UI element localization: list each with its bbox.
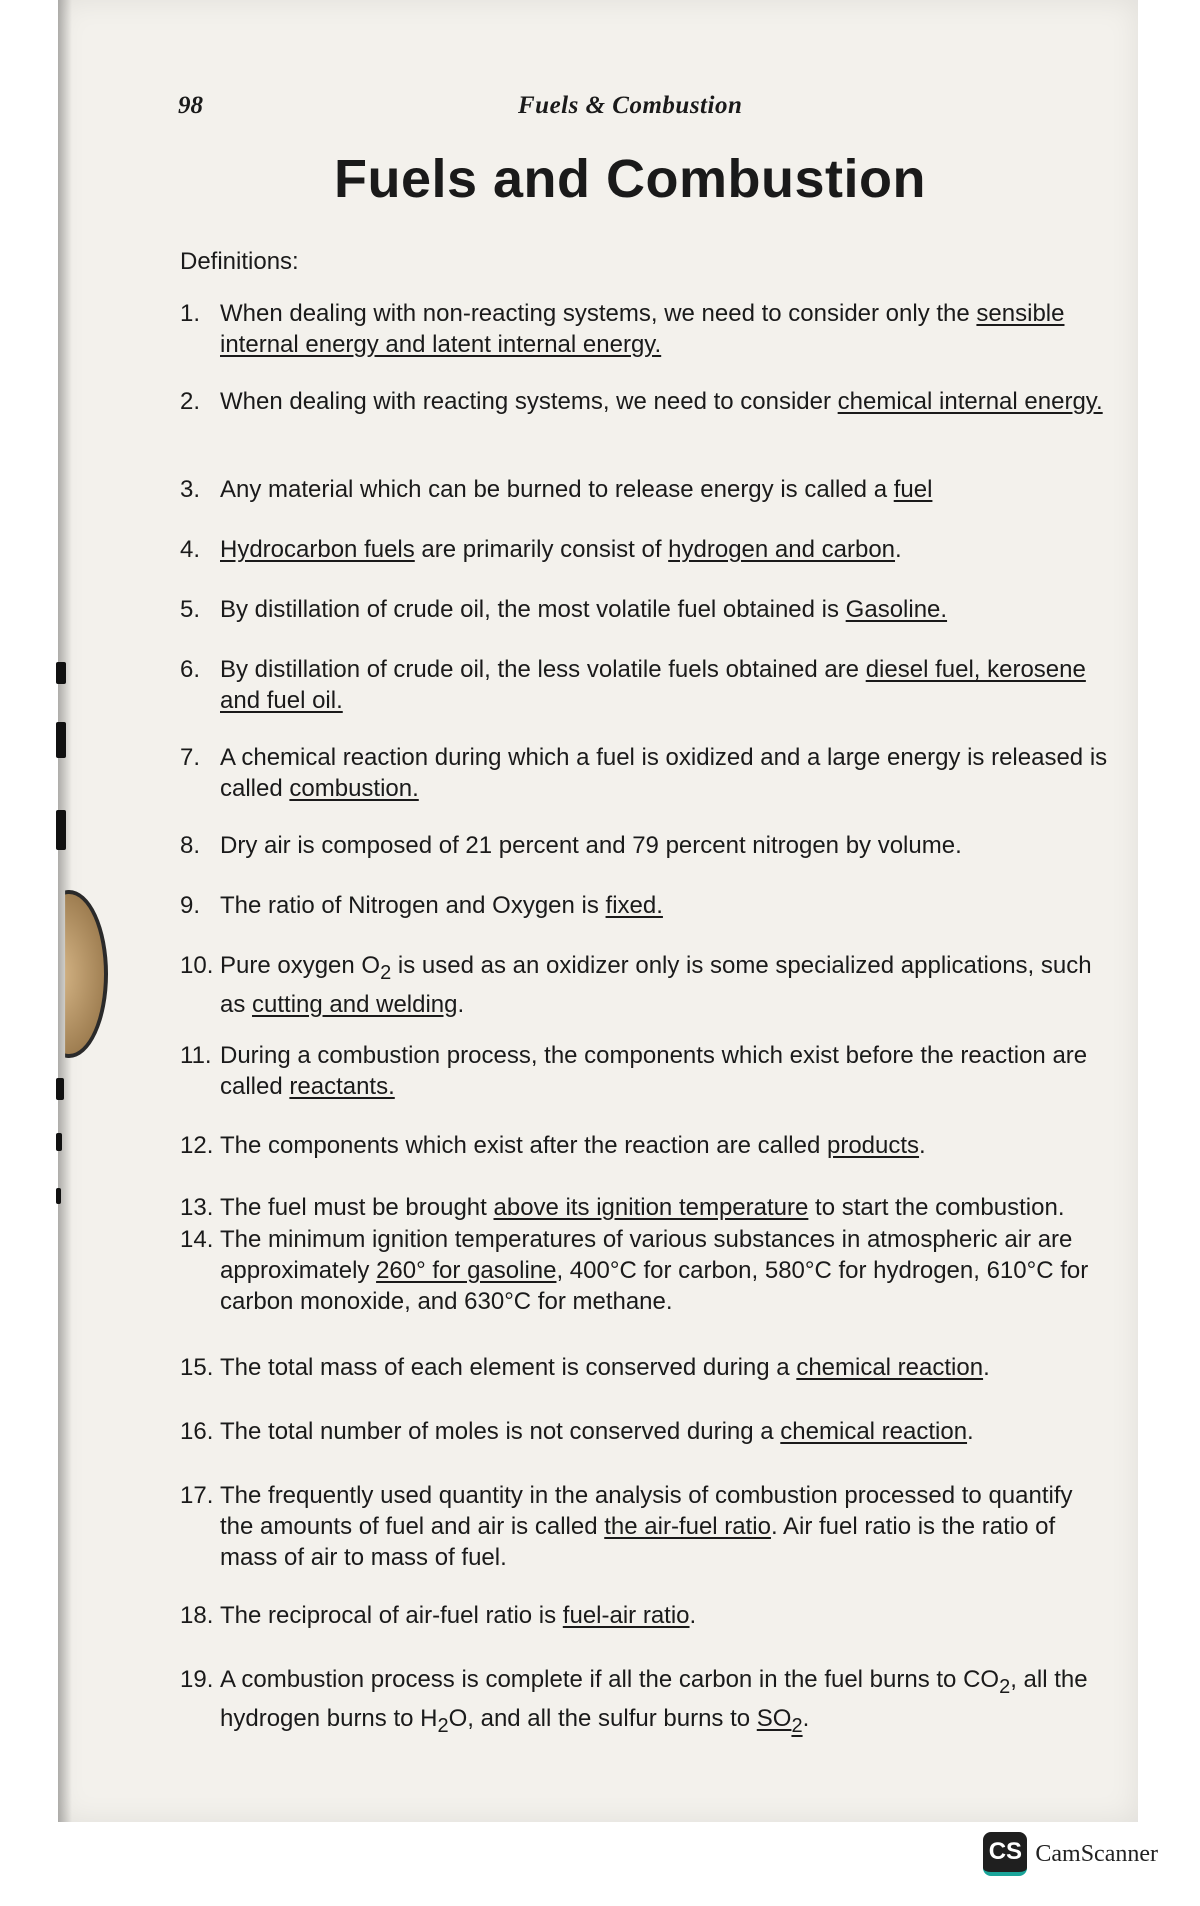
definition-text-run: When dealing with non-reacting systems, we need to consider only the [220, 300, 977, 327]
page-header [178, 92, 1058, 126]
definition-text-run: A combustion process is complete if all the carbon in the fuel burns to CO [220, 1666, 1000, 1693]
definition-text-run: 2 [380, 961, 392, 984]
definition-text-run: The total mass of each element is conserved during a [220, 1354, 797, 1381]
definition-item [180, 474, 1110, 505]
definition-text-run: During a combustion process, the components which exist before the reaction are called [220, 1042, 1088, 1100]
underlined-term: combustion. [289, 775, 419, 802]
underlined-term: reactants. [289, 1073, 395, 1100]
definition-text [220, 830, 1110, 861]
binder-ring-mark [56, 1133, 62, 1151]
definition-item [180, 1480, 1110, 1573]
definition-text-run: . [967, 1418, 974, 1445]
definition-item [180, 1600, 1110, 1631]
definition-text-run: Dry air is composed of 21 percent and 79 percent nitrogen by volume. [220, 832, 962, 859]
underlined-term: Hydrocarbon fuels [220, 536, 415, 563]
underlined-term: chemical internal energy. [837, 388, 1103, 415]
definition-text-run: The ratio of Nitrogen and Oxygen is [220, 892, 606, 919]
page-title: Fuels and Combustion [333, 149, 926, 209]
definition-text [220, 1040, 1110, 1102]
definition-number: 16. [180, 1418, 214, 1445]
binder-ring-mark [56, 662, 66, 684]
binder-ring-mark [56, 1078, 64, 1100]
underlined-term: chemical reaction [780, 1418, 968, 1445]
definition-text [220, 1416, 1110, 1447]
definition-text [220, 1130, 1110, 1161]
definition-text-run: . [689, 1602, 697, 1629]
definition-text-run: , all the hydrogen burns to H [220, 1666, 1088, 1732]
definition-text-run: O, and all the sulfur burns to [448, 1704, 757, 1732]
definition-number: 7. [180, 744, 201, 771]
definition-number: 18. [180, 1602, 214, 1629]
definition-number: 2. [180, 388, 201, 415]
definition-text-run: The frequently used quantity in the analysis of combustion processed to quantify the amounts of fuel and air is called [220, 1482, 1073, 1540]
page-number: 98 [178, 92, 203, 119]
definition-text [220, 298, 1110, 360]
definition-number: 13. [180, 1194, 214, 1221]
binder-ring-mark [56, 810, 66, 850]
definition-text-run: . [457, 990, 465, 1018]
definition-item [180, 1352, 1110, 1383]
definition-text-run: . [983, 1354, 990, 1381]
definition-item [180, 1192, 1110, 1223]
definition-number: 12. [180, 1132, 214, 1159]
definition-item [180, 594, 1110, 625]
section-label: Definitions: [180, 248, 299, 275]
definition-number: 17. [180, 1482, 214, 1509]
definition-text-run: The reciprocal of air-fuel ratio is [220, 1602, 563, 1629]
definition-text-run: When dealing with reacting systems, we need to consider [220, 388, 838, 415]
definition-text [220, 1600, 1110, 1631]
definition-text [220, 1664, 1110, 1742]
binder-ring-mark [56, 1188, 61, 1204]
definition-text [220, 474, 1110, 505]
definition-item [180, 298, 1110, 360]
camscanner-logo-icon: CS [983, 1832, 1027, 1876]
definition-text-run: is used as an oxidizer only is some specialized applications, such as [220, 952, 1092, 1018]
definition-text [220, 594, 1110, 625]
definition-text-run: The components which exist after the reaction are called [220, 1132, 827, 1159]
definition-item [180, 386, 1110, 417]
definition-text [220, 1480, 1110, 1573]
definition-text [220, 890, 1110, 921]
underlined-term: Gasoline. [845, 596, 948, 623]
definition-item [180, 830, 1110, 861]
definition-number: 15. [180, 1354, 214, 1381]
definition-item [180, 534, 1110, 565]
definition-text-run: Any material which can be burned to release energy is called a [220, 476, 894, 503]
definition-text-run: The fuel must be brought [220, 1194, 494, 1221]
definition-text [220, 1352, 1110, 1383]
underlined-term: sensible internal energy and latent internal energy. [220, 300, 1065, 358]
underlined-term: 260° for gasoline [376, 1257, 557, 1284]
definition-number: 10. [180, 952, 214, 979]
definition-number: 5. [180, 596, 201, 623]
definition-item [180, 742, 1110, 804]
binder-disc [30, 890, 108, 1058]
definition-text [220, 386, 1110, 417]
definition-number: 19. [180, 1666, 214, 1693]
definition-text-run: The total number of moles is not conserved during a [220, 1418, 781, 1445]
definition-number: 14. [180, 1226, 214, 1253]
definition-text [220, 534, 1110, 565]
definition-number: 11. [180, 1042, 212, 1069]
running-head: Fuels & Combustion [518, 92, 743, 119]
definition-text [220, 1224, 1110, 1317]
underlined-term: fuel [893, 476, 933, 503]
definition-item [180, 1040, 1110, 1102]
definition-text-run: The minimum ignition temperatures of various substances in atmospheric air are approximately [220, 1226, 1073, 1284]
underlined-term: fuel-air ratio [562, 1602, 690, 1629]
definition-text-run: By distillation of crude oil, the less volatile fuels obtained are [220, 656, 866, 683]
definition-text-run: A chemical reaction during which a fuel is oxidized and a large energy is released is called [220, 744, 1108, 802]
underlined-term: products [826, 1132, 920, 1159]
definition-number: 3. [180, 476, 201, 503]
camscanner-watermark [983, 1832, 1158, 1876]
definition-number: 8. [180, 832, 201, 859]
definition-item [180, 1416, 1110, 1447]
definition-text [220, 742, 1110, 804]
camscanner-name: CamScanner [1035, 1840, 1158, 1867]
underlined-term: the air-fuel ratio [604, 1513, 771, 1540]
definition-text [220, 950, 1110, 1020]
definition-item [180, 1130, 1110, 1161]
definition-number: 6. [180, 656, 201, 683]
definition-text-run: Pure oxygen O [220, 952, 381, 979]
definition-text-run: . [919, 1132, 926, 1159]
underlined-term: fixed. [605, 892, 663, 919]
definition-item [180, 890, 1110, 921]
definition-item [180, 654, 1110, 716]
definition-item [180, 1664, 1110, 1742]
underlined-term: cutting and welding [252, 990, 458, 1018]
definition-text-run: , 400°C for carbon, 580°C for hydrogen, 610°C for carbon monoxide, and 630°C for methane. [220, 1257, 1089, 1315]
definition-item [180, 1224, 1110, 1317]
definition-text-run: 2 [437, 1714, 449, 1737]
binder-ring-mark [56, 722, 66, 758]
definition-text-run: By distillation of crude oil, the most volatile fuel obtained is [220, 596, 846, 623]
definition-text-run: . Air fuel ratio is the ratio of mass of air to mass of fuel. [220, 1513, 1056, 1571]
definition-text-run: 2 [999, 1675, 1011, 1698]
definition-text-run: to start the combustion. [808, 1194, 1065, 1221]
underlined-term: above its ignition temperature [493, 1194, 809, 1221]
underlined-term: diesel fuel, kerosene and fuel oil. [220, 656, 1086, 714]
underlined-term: SO [756, 1704, 792, 1732]
definition-number: 1. [180, 300, 201, 327]
definition-text-run: . [895, 536, 902, 563]
definition-text [220, 1192, 1110, 1223]
underlined-term: 2 [791, 1714, 803, 1737]
definition-number: 9. [180, 892, 201, 919]
definition-text [220, 654, 1110, 716]
underlined-term: chemical reaction [796, 1354, 984, 1381]
definition-number: 4. [180, 536, 201, 563]
definition-text-run: are primarily consist of [414, 536, 669, 563]
definition-item [180, 950, 1110, 1020]
underlined-term: hydrogen and carbon [668, 536, 896, 563]
definition-text-run: . [802, 1704, 810, 1732]
